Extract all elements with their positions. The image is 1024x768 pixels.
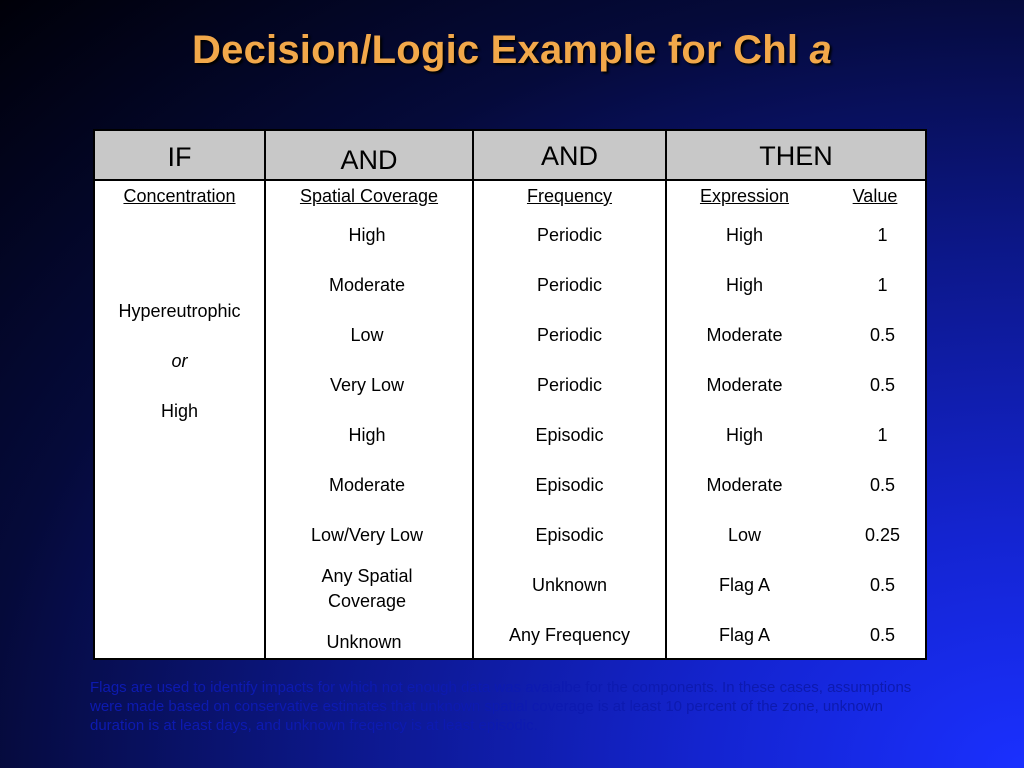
expression-cell: High bbox=[725, 275, 764, 295]
spatial-cell: High bbox=[348, 225, 386, 245]
value-cell: 1 bbox=[877, 425, 888, 445]
subheader-concentration: Concentration bbox=[123, 186, 236, 206]
decision-table bbox=[93, 129, 927, 660]
concentration-or: or bbox=[171, 351, 188, 371]
subheader-spatial-coverage: Spatial Coverage bbox=[299, 186, 439, 206]
spatial-cell: Moderate bbox=[328, 275, 406, 295]
frequency-cell: Episodic bbox=[535, 475, 604, 495]
spatial-cell: Low bbox=[350, 325, 384, 345]
frequency-cell: Periodic bbox=[536, 275, 603, 295]
value-cell: 0.25 bbox=[864, 525, 901, 545]
title-text: Decision/Logic Example for Chl bbox=[192, 28, 799, 72]
subheader-value: Value bbox=[852, 186, 898, 206]
header-then: THEN bbox=[759, 141, 833, 171]
expression-cell: Flag A bbox=[718, 625, 771, 645]
spatial-cell: Unknown bbox=[326, 632, 402, 652]
value-cell: 0.5 bbox=[869, 325, 896, 345]
header-and-frequency: AND bbox=[540, 141, 598, 171]
expression-cell: Low bbox=[727, 525, 762, 545]
frequency-cell: Periodic bbox=[536, 225, 603, 245]
frequency-cell: Episodic bbox=[535, 425, 604, 445]
expression-cell: High bbox=[725, 425, 764, 445]
spatial-cell-line: Coverage bbox=[327, 591, 407, 611]
title-italic-suffix: a bbox=[809, 28, 832, 72]
frequency-cell: Episodic bbox=[535, 525, 604, 545]
header-and-spatial: AND bbox=[340, 145, 398, 175]
value-cell: 0.5 bbox=[869, 475, 896, 495]
subheader-frequency: Frequency bbox=[526, 186, 613, 206]
subheader-expression: Expression bbox=[699, 186, 790, 206]
expression-cell: Moderate bbox=[706, 475, 783, 495]
value-cell: 0.5 bbox=[869, 625, 896, 645]
slide-title bbox=[0, 28, 1024, 73]
spatial-cell: High bbox=[348, 425, 386, 445]
frequency-cell: Any Frequency bbox=[508, 625, 631, 645]
concentration-high: High bbox=[160, 401, 199, 421]
spatial-cell bbox=[266, 565, 468, 612]
spatial-cell: Moderate bbox=[328, 475, 406, 495]
footnote: Flags are used to identify impacts for which not enough data was avaialbe for the components. In these cases, assumptions were made based on conservative estimates that unknown spatial coverage is at least 10 percent of the zone, unknown duration is at least days, and unknown freqency is at least episodic. bbox=[90, 679, 912, 734]
value-cell: 1 bbox=[877, 225, 888, 245]
spatial-cell: Very Low bbox=[329, 375, 405, 395]
concentration-hypereutrophic: Hypereutrophic bbox=[118, 301, 241, 321]
value-cell: 0.5 bbox=[869, 375, 896, 395]
header-if: IF bbox=[167, 142, 192, 172]
frequency-cell: Periodic bbox=[536, 375, 603, 395]
value-cell: 0.5 bbox=[869, 575, 896, 595]
value-cell: 1 bbox=[877, 275, 888, 295]
expression-cell: Moderate bbox=[706, 325, 783, 345]
expression-cell: Moderate bbox=[706, 375, 783, 395]
frequency-cell: Unknown bbox=[531, 575, 608, 595]
frequency-cell: Periodic bbox=[536, 325, 603, 345]
expression-cell: Flag A bbox=[718, 575, 771, 595]
expression-cell: High bbox=[725, 225, 764, 245]
spatial-cell: Low/Very Low bbox=[310, 525, 424, 545]
spatial-cell-line: Any Spatial bbox=[321, 566, 413, 586]
